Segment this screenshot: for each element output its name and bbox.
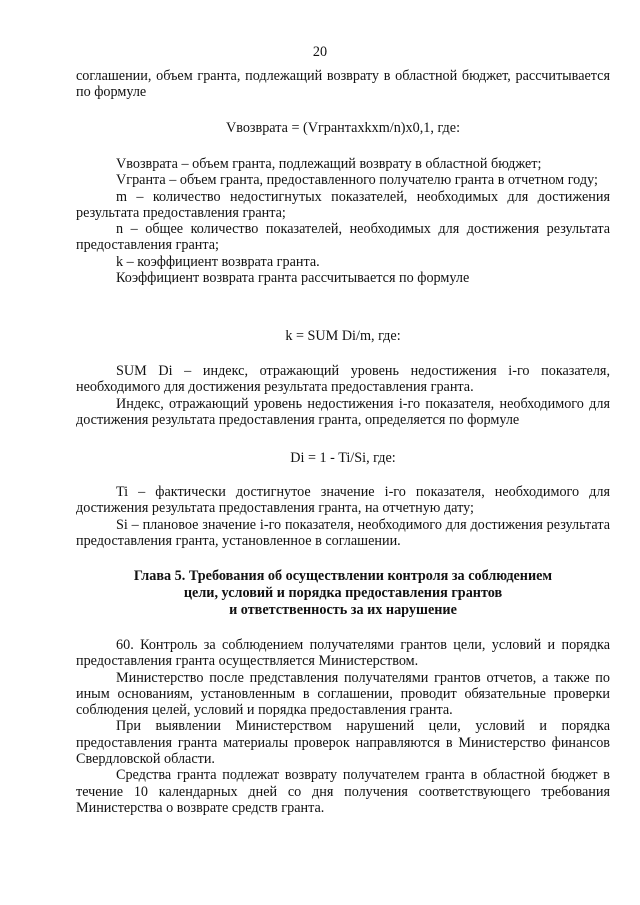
formula-di — [76, 450, 610, 466]
chapter-heading-line: цели, условий и порядка предоставления грантов — [183, 585, 503, 601]
definition: m – количество недостигнутых показателей, необходимых для достижения результата предоставления гранта; — [76, 188, 610, 221]
formula: Vвозврата = (Vгрантахkxm/n)х0,1, где: — [225, 120, 461, 136]
chapter-heading — [76, 568, 610, 619]
definition: Ti – фактически достигнутое значение i-го показателя, необходимого для достижения результата предоставления гранта, на отчетную дату; — [76, 484, 610, 517]
paragraph: Индекс, отражающий уровень недостижения i-го показателя, необходимого для достижения результата предоставления гранта, определяется по формуле — [76, 395, 610, 428]
intro-paragraph — [76, 68, 610, 101]
definition: Vгранта – объем гранта, предоставленного получателю гранта в отчетном году; — [116, 172, 598, 189]
chapter-heading-line: и ответственность за их нарушение — [229, 602, 457, 618]
formula: k = SUM Di/m, где: — [285, 328, 401, 344]
definition: Vвозврата – объем гранта, подлежащий возврату в областной бюджет; — [116, 156, 542, 172]
definition: k – коэффициент возврата гранта. — [116, 253, 320, 270]
formula-k — [76, 328, 610, 344]
definition: Si – плановое значение i-го показателя, необходимого для достижения результата предоставления гранта, установленное в соглашении. — [76, 516, 610, 549]
definition: SUM Di – индекс, отражающий уровень недостижения i-го показателя, необходимого для достижения результата предоставления гранта. — [76, 363, 610, 396]
page-number: 20 — [312, 44, 328, 60]
paragraph: Коэффициент возврата гранта рассчитывается по формуле — [116, 270, 470, 287]
definitions-block-2 — [76, 363, 610, 428]
definitions-block-3 — [76, 484, 610, 549]
formula-v-return — [76, 120, 610, 136]
formula: Di = 1 - Ti/Si, где: — [290, 450, 396, 466]
definition: n – общее количество показателей, необходимых для достижения результата предоставления гранта; — [76, 221, 610, 254]
definitions-block-1 — [76, 156, 610, 286]
paragraph: Средства гранта подлежат возврату получателем гранта в областной бюджет в течение 10 календарных дней со дня получения соответствующего требования Министерства о возврате средств гранта. — [76, 767, 610, 816]
paragraph: соглашении, объем гранта, подлежащий возврату в областной бюджет, рассчитывается по формуле — [76, 68, 610, 101]
chapter-heading-line: Глава 5. Требования об осуществлении контроля за соблюдением — [133, 568, 553, 584]
paragraph: 60. Контроль за соблюдением получателями грантов цели, условий и порядка предоставления гранта осуществляется Министерством. — [76, 637, 610, 670]
paragraph: При выявлении Министерством нарушений цели, условий и порядка предоставления гранта материалы проверок направляются в Министерство финансов Свердловской области. — [76, 718, 610, 768]
chapter-body — [76, 637, 610, 816]
paragraph: Министерство после представления получателями грантов отчетов, а также по иным основаниям, установленным в соглашении, проводит обязательные проверки соблюдения целей, условий и порядка предоставления гранта. — [76, 669, 610, 719]
